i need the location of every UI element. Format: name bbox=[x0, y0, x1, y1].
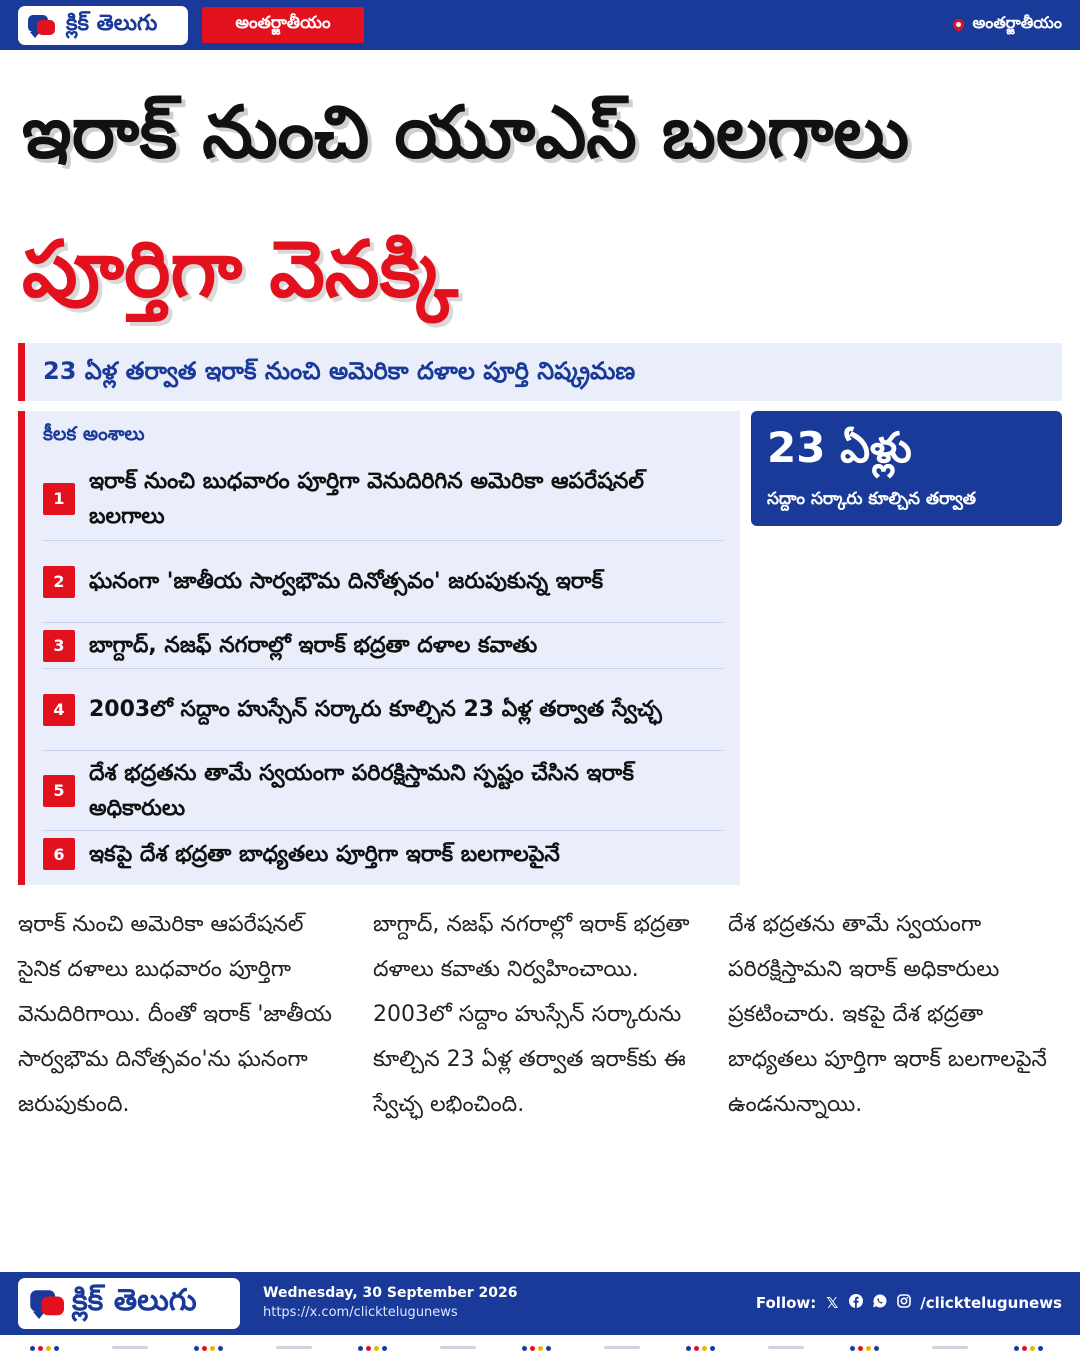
divider-dash bbox=[112, 1346, 148, 1349]
article-column-1: ఇరాక్ నుంచి అమెరికా ఆపరేషనల్ సైనిక దళాలు బుధవారం పూర్తిగా వెనుదిరిగాయి. దీంతో ఇరాక్ 'జాతీయ సార్వభౌమ దినోత్సవం'ను ఘనంగా జరుపుకుంది. bbox=[18, 912, 332, 1117]
key-points-title: కీలక అంశాలు bbox=[43, 423, 145, 445]
article-column-3: దేశ భద్రతను తామే స్వయంగా పరిరక్షిస్తామని ఇరాక్ అధికారులు ప్రకటించారు. ఇకపై దేశ భద్రతా బాధ్యతలు పూర్తిగా ఇరాక్ బలగాలపైనే ఉండనున్నాయి. bbox=[728, 912, 1047, 1117]
logo-text: క్లిక్ తెలుగు bbox=[66, 10, 158, 36]
article-column-2: బాగ్దాద్, నజఫ్ నగరాల్లో ఇరాక్ భద్రతా దళాలు కవాతు నిర్వహించాయి. 2003లో సద్దాం హుస్సేన్ సర్కారును కూల్చిన 23 ఏళ్ల తర్వాత ఇరాక్‌కు ఈ స్వేచ్ఛ లభించింది. bbox=[373, 912, 690, 1117]
social-handle[interactable]: /clicktelugunews bbox=[920, 1294, 1062, 1312]
divider-dash bbox=[768, 1346, 804, 1349]
stat-value: 23 ఏళ్లు bbox=[767, 423, 912, 472]
dot-group bbox=[522, 1346, 551, 1351]
article-body bbox=[18, 902, 1062, 1202]
key-point-number: 5 bbox=[43, 775, 75, 807]
location-tag bbox=[953, 13, 1062, 36]
divider-dash bbox=[932, 1346, 968, 1349]
stat-box bbox=[751, 411, 1062, 526]
location-pin-icon bbox=[951, 17, 967, 33]
key-point-number: 4 bbox=[43, 694, 75, 726]
instagram-icon[interactable] bbox=[896, 1294, 912, 1312]
divider-dash bbox=[276, 1346, 312, 1349]
footer-logo[interactable] bbox=[18, 1278, 240, 1329]
location-label: అంతర్జాతీయం bbox=[972, 13, 1062, 32]
decorative-dots-row bbox=[0, 1346, 1080, 1356]
key-point-number: 3 bbox=[43, 630, 75, 662]
publish-date: Wednesday, 30 September 2026 bbox=[263, 1285, 518, 1301]
key-point-item bbox=[43, 831, 723, 877]
footer-bar bbox=[0, 1272, 1080, 1335]
follow-section bbox=[756, 1294, 1062, 1312]
headline-line-1: ఇరాక్ నుంచి యూఎస్ బలగాలు bbox=[22, 90, 910, 174]
chat-bubble-logo-icon bbox=[28, 13, 58, 39]
dot-group bbox=[850, 1346, 879, 1351]
dot-group bbox=[30, 1346, 59, 1351]
whatsapp-icon[interactable] bbox=[872, 1294, 888, 1312]
stat-label: సద్దాం సర్కారు కూల్చిన తర్వాత bbox=[767, 489, 977, 509]
key-point-text: ఇకపై దేశ భద్రతా బాధ్యతలు పూర్తిగా ఇరాక్ బలగాలపైనే bbox=[89, 841, 560, 867]
key-point-text: ఘనంగా 'జాతీయ సార్వభౌమ దినోత్సవం' జరుపుకున్న ఇరాక్ bbox=[89, 569, 604, 594]
dot-group bbox=[194, 1346, 223, 1351]
key-point-number: 1 bbox=[43, 483, 75, 515]
key-point-text: 2003లో సద్దాం హుస్సేన్ సర్కారు కూల్చిన 23 ఏళ్ల తర్వాత స్వేచ్ఛ bbox=[89, 697, 662, 722]
headline-line-2: పూర్తిగా వెనక్కి bbox=[22, 225, 458, 315]
key-point-item bbox=[43, 623, 723, 669]
key-point-item bbox=[43, 541, 723, 623]
follow-label: Follow: bbox=[755, 1294, 817, 1312]
key-point-number: 2 bbox=[43, 566, 75, 598]
top-bar bbox=[0, 0, 1080, 50]
divider-dash bbox=[604, 1346, 640, 1349]
facebook-icon[interactable] bbox=[848, 1294, 864, 1312]
subheadline-bar bbox=[18, 343, 1062, 401]
key-point-item bbox=[43, 751, 723, 831]
key-point-item bbox=[43, 457, 723, 541]
key-point-text: దేశ భద్రతను తామే స్వయంగా పరిరక్షిస్తామని స్పష్టం చేసిన ఇరాక్ అధికారులు bbox=[89, 760, 634, 821]
dot-group bbox=[358, 1346, 387, 1351]
category-badge[interactable]: అంతర్జాతీయం bbox=[202, 7, 364, 43]
key-point-number: 6 bbox=[43, 838, 75, 870]
chat-bubble-logo-icon bbox=[30, 1287, 68, 1320]
divider-dash bbox=[440, 1346, 476, 1349]
site-logo[interactable] bbox=[18, 6, 188, 45]
footer-logo-text: క్లిక్ తెలుగు bbox=[72, 1282, 197, 1318]
dot-group bbox=[1014, 1346, 1043, 1351]
social-url[interactable]: https://x.com/clicktelugunews bbox=[263, 1305, 458, 1320]
key-point-text: బాగ్దాద్, నజఫ్ నగరాల్లో ఇరాక్ భద్రతా దళాల కవాతు bbox=[89, 633, 538, 658]
dot-group bbox=[686, 1346, 715, 1351]
subheadline-text: 23 ఏళ్ల తర్వాత ఇరాక్ నుంచి అమెరికా దళాల పూర్తి నిష్క్రమణ bbox=[43, 357, 636, 385]
x-icon[interactable]: 𝕏 bbox=[826, 1294, 839, 1312]
key-point-item bbox=[43, 669, 723, 751]
key-points-panel bbox=[18, 411, 740, 885]
key-point-text: ఇరాక్ నుంచి బుధవారం పూర్తిగా వెనుదిరిగిన అమెరికా ఆపరేషనల్ బలగాలు bbox=[89, 468, 644, 529]
